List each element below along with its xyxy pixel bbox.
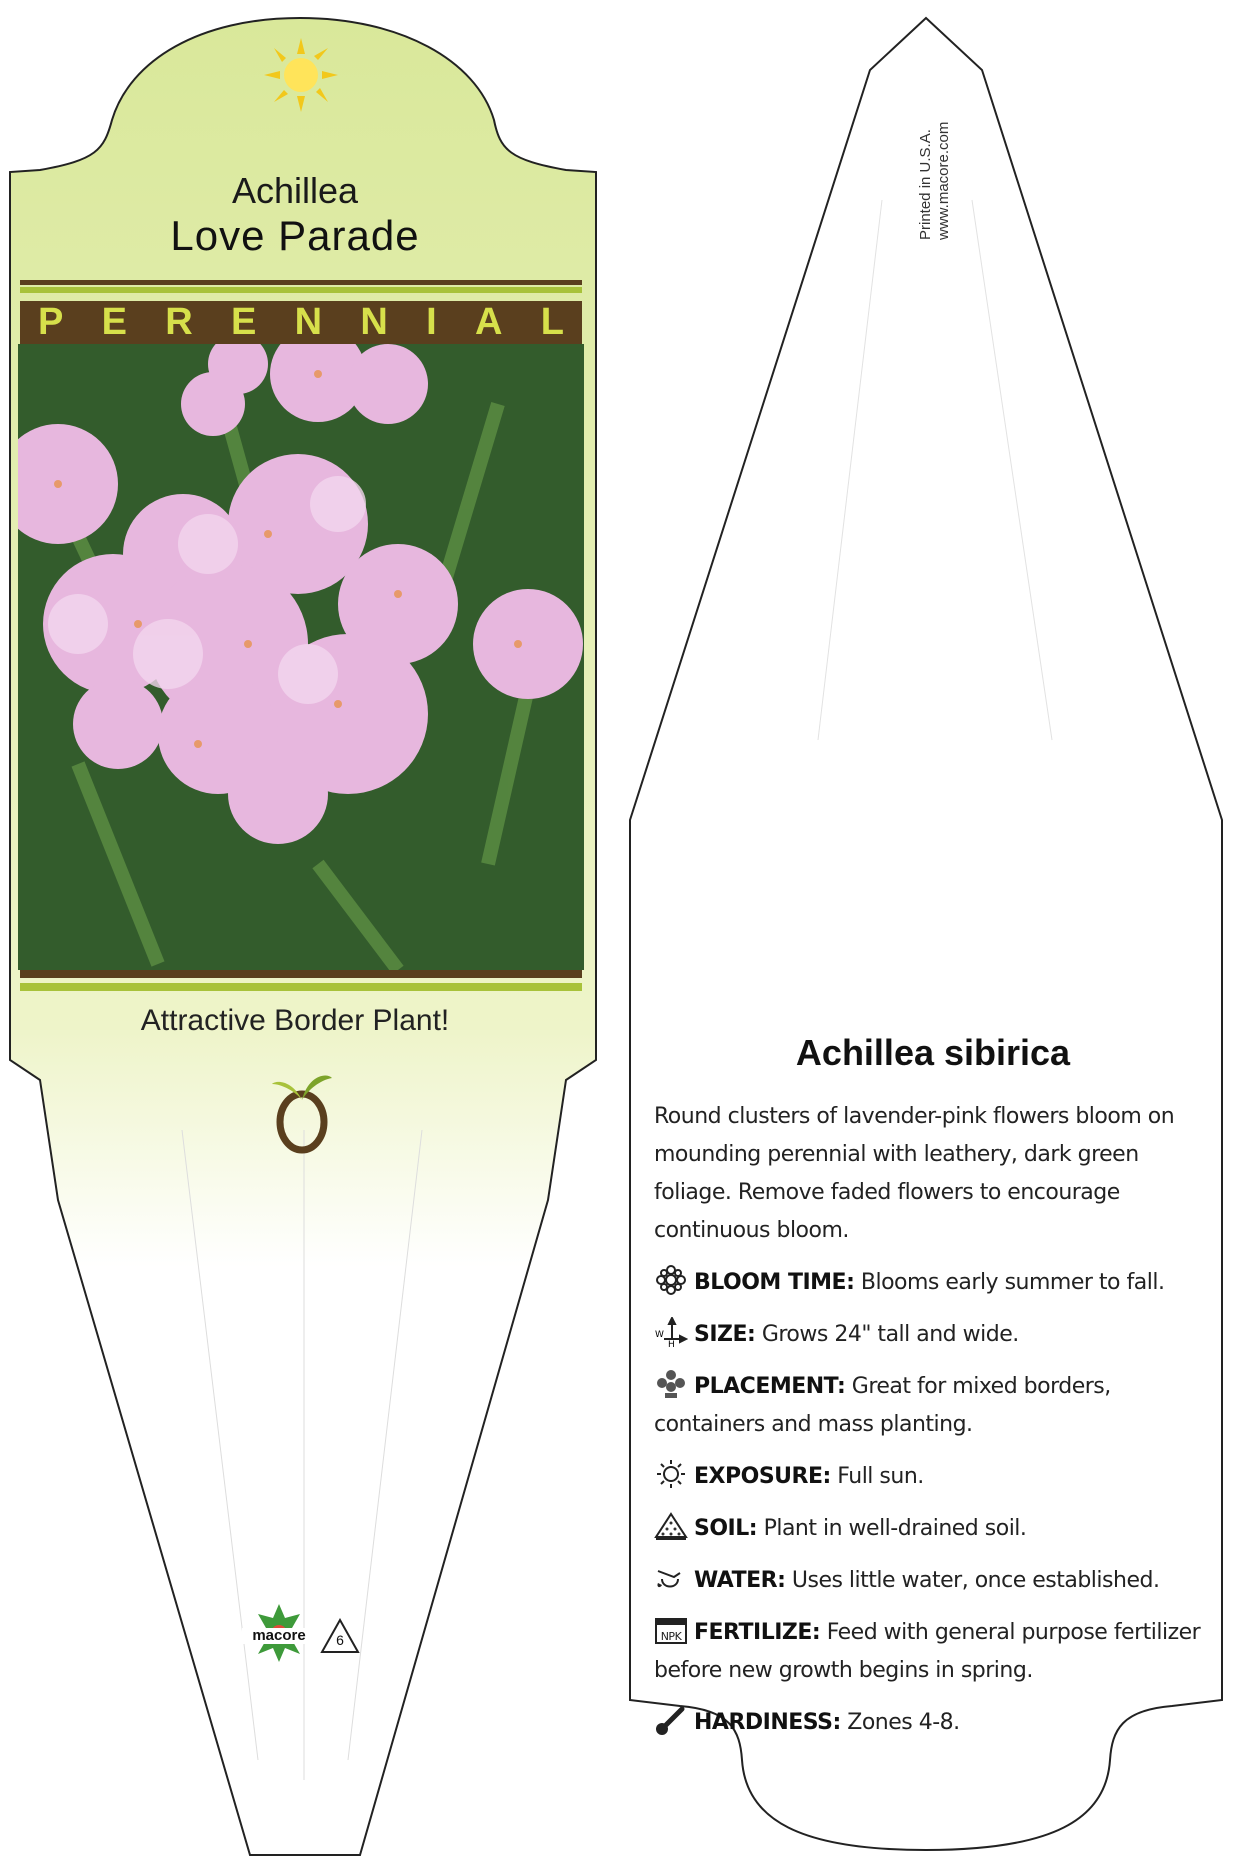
perennial-letter: E	[101, 301, 127, 343]
care-label: FERTILIZE:	[694, 1620, 821, 1645]
care-label: HARDINESS:	[694, 1710, 841, 1735]
care-item-fertilize	[654, 1614, 1210, 1690]
perennial-letter: N	[294, 301, 323, 343]
tagline: Attractive Border Plant!	[140, 1004, 450, 1037]
macore-wordmark: macore	[242, 1628, 316, 1644]
perennial-letter: I	[426, 301, 437, 343]
perennial-band	[20, 301, 582, 344]
printed-in: Printed in U.S.A.	[917, 129, 934, 240]
svg-text:NPK: NPK	[660, 1630, 682, 1643]
watering-can-icon	[654, 1563, 688, 1593]
care-item-soil	[654, 1510, 1210, 1548]
description: Round clusters of lavender-pink flowers bloom on mounding perennial with leathery, dark green foliage. Remove faded flowers to encourage continuous bloom.	[654, 1104, 1175, 1243]
botanical-name: Achillea sibirica	[795, 1032, 1071, 1073]
care-item-water	[654, 1562, 1210, 1600]
care-label: EXPOSURE:	[694, 1464, 831, 1489]
perennial-letter: P	[38, 301, 64, 343]
care-item-size	[654, 1316, 1210, 1354]
perennial-letter: A	[474, 301, 503, 343]
care-text: Zones 4-8.	[847, 1710, 960, 1735]
placement-plants-icon	[654, 1369, 688, 1399]
care-label: WATER:	[694, 1568, 786, 1593]
perennial-letter: E	[231, 301, 257, 343]
flower-icon	[654, 1265, 688, 1295]
perennial-letter: R	[165, 301, 193, 343]
svg-text:W: W	[655, 1330, 664, 1340]
website: www.macore.com	[935, 121, 952, 240]
care-label: SIZE:	[694, 1322, 756, 1347]
recycle-code: 6	[336, 1632, 344, 1648]
care-text: Blooms early summer to fall.	[860, 1270, 1165, 1295]
care-text: Plant in well-drained soil.	[763, 1516, 1027, 1541]
sun-icon	[262, 36, 340, 114]
npk-bag-icon	[654, 1615, 688, 1645]
care-label: PLACEMENT:	[694, 1374, 846, 1399]
thermometer-icon	[654, 1705, 688, 1735]
care-text: Great for mixed borders, containers and mass planting.	[654, 1374, 1111, 1437]
printed-info	[915, 90, 955, 240]
care-item-exposure	[654, 1458, 1210, 1496]
front-variety: Love Parade	[170, 212, 420, 259]
recycle-icon	[320, 1618, 360, 1654]
seedling-logo-icon	[268, 1070, 338, 1154]
care-item-bloom	[654, 1264, 1210, 1302]
care-label: BLOOM TIME:	[694, 1270, 855, 1295]
soil-pile-icon	[654, 1511, 688, 1541]
size-arrows-icon	[654, 1317, 688, 1347]
macore-logo	[244, 1604, 314, 1662]
care-info	[654, 1098, 1210, 1756]
front-genus: Achillea	[231, 170, 359, 211]
care-text: Grows 24" tall and wide.	[761, 1322, 1019, 1347]
sun-outline-icon	[654, 1459, 688, 1489]
care-text: Feed with general purpose fertilizer before new growth begins in spring.	[654, 1620, 1201, 1683]
plant-photo	[18, 344, 584, 970]
perennial-letter: L	[540, 301, 564, 343]
svg-text:H: H	[668, 1340, 675, 1347]
care-text: Uses little water, once established.	[791, 1568, 1160, 1593]
care-label: SOIL:	[694, 1516, 758, 1541]
care-item-hardiness	[654, 1704, 1210, 1742]
perennial-letter: N	[360, 301, 388, 343]
care-item-placement	[654, 1368, 1210, 1444]
care-text: Full sun.	[837, 1464, 924, 1489]
